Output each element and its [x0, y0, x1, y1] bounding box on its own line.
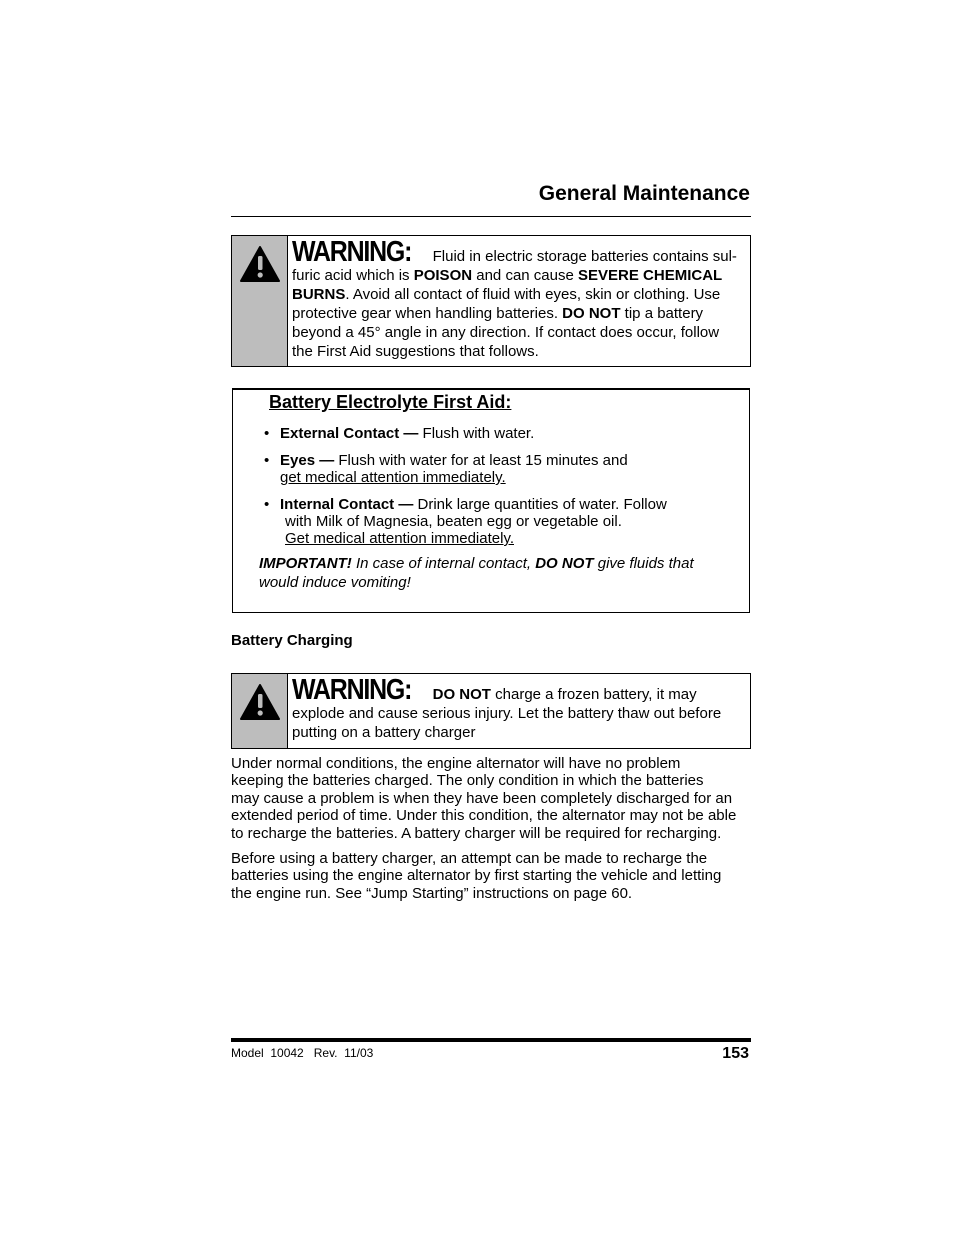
warning-text: [288, 236, 750, 366]
paragraph-charger: [231, 850, 751, 902]
warning-label: WARNING:: [292, 674, 412, 706]
first-aid-title: Battery Electrolyte First Aid:: [269, 392, 512, 412]
warning-text-line: . Avoid all contact of fluid with eyes, skin or clothing. Use: [345, 286, 721, 303]
warning-emphasis: DO NOT: [562, 305, 621, 322]
important-text: would induce vomiting!: [259, 574, 411, 591]
first-aid-item-text: Get medical attention immediately.: [285, 530, 514, 547]
first-aid-item: [264, 425, 535, 442]
bullet: •: [264, 425, 270, 442]
paragraph-line: batteries using the engine alternator by first starting the vehicle and letting: [231, 867, 722, 885]
paragraph-line: Under normal conditions, the engine alternator will have no problem: [231, 755, 681, 772]
paragraph-alternator: [231, 755, 751, 842]
warning-text-line: the First Aid suggestions that follows.: [292, 343, 539, 360]
first-aid-box: [232, 388, 750, 613]
paragraph-line: may cause a problem is when they have been completely discharged for an: [231, 789, 733, 807]
paragraph-line: the engine run. See “Jump Starting” instructions on page 60.: [231, 884, 633, 902]
important-text: give fluids that: [593, 555, 694, 572]
warning-text-line: putting on a battery charger: [292, 724, 476, 741]
page-number: 153: [722, 1045, 749, 1062]
warning-box-battery-acid: [231, 235, 751, 367]
warning-text-line: explode and cause serious injury. Let the battery thaw out before: [292, 705, 722, 722]
warning-text-line: Fluid in electric storage batteries contains sul-: [432, 248, 737, 265]
warning-text-line: and can cause: [472, 267, 578, 284]
bullet: •: [264, 496, 270, 513]
paragraph-line: keeping the batteries charged. The only condition in which the batteries: [231, 772, 704, 790]
first-aid-item-text: Flush with water.: [418, 425, 535, 442]
important-label: IMPORTANT!: [259, 555, 352, 572]
paragraph-line: Before using a battery charger, an attempt can be made to recharge the: [231, 850, 708, 867]
warning-text-line: charge a frozen battery, it may: [490, 686, 697, 703]
warning-triangle-icon: [239, 245, 281, 283]
important-note: [259, 554, 729, 592]
important-text: In case of internal contact,: [351, 555, 536, 572]
first-aid-item-text: Drink large quantities of water. Follow: [413, 496, 667, 513]
warning-text-line: furic acid which is: [292, 267, 414, 284]
warning-label: WARNING:: [292, 236, 412, 268]
first-aid-item: [264, 452, 628, 486]
warning-box-frozen-battery: [231, 673, 751, 749]
important-emphasis: DO NOT: [535, 555, 594, 572]
warning-emphasis: DO NOT: [432, 686, 491, 703]
warning-text: [288, 674, 750, 748]
title-rule: [231, 216, 751, 217]
warning-emphasis: POISON: [413, 267, 473, 284]
battery-charging-heading: Battery Charging: [231, 632, 353, 649]
first-aid-item-text: get medical attention immediately.: [280, 469, 506, 486]
warning-triangle-icon: [239, 683, 281, 721]
warning-sidebar: [232, 674, 288, 748]
section-title: General Maintenance: [538, 182, 750, 205]
first-aid-item: [264, 496, 667, 547]
first-aid-item-label: External Contact —: [280, 425, 419, 442]
warning-text-line: beyond a 45° angle in any direction. If contact does occur, follow: [292, 324, 720, 341]
warning-emphasis: SEVERE CHEMICAL: [578, 267, 723, 284]
footer-model-info: Model 10042 Rev. 11/03: [231, 1046, 374, 1060]
first-aid-item-text: Flush with water for at least 15 minutes and: [334, 452, 628, 469]
first-aid-item-label: Eyes —: [280, 452, 335, 469]
warning-sidebar: [232, 236, 288, 366]
first-aid-item-text: with Milk of Magnesia, beaten egg or vegetable oil.: [285, 513, 622, 530]
warning-text-line: tip a battery: [620, 305, 704, 322]
footer-rule: [231, 1038, 751, 1042]
first-aid-item-label: Internal Contact —: [280, 496, 414, 513]
bullet: •: [264, 452, 270, 469]
paragraph-line: to recharge the batteries. A battery charger will be required for recharging.: [231, 824, 722, 842]
warning-emphasis: BURNS: [292, 286, 346, 303]
warning-text-line: protective gear when handling batteries.: [292, 305, 563, 322]
paragraph-line: extended period of time. Under this condition, the alternator may not be able: [231, 807, 737, 825]
